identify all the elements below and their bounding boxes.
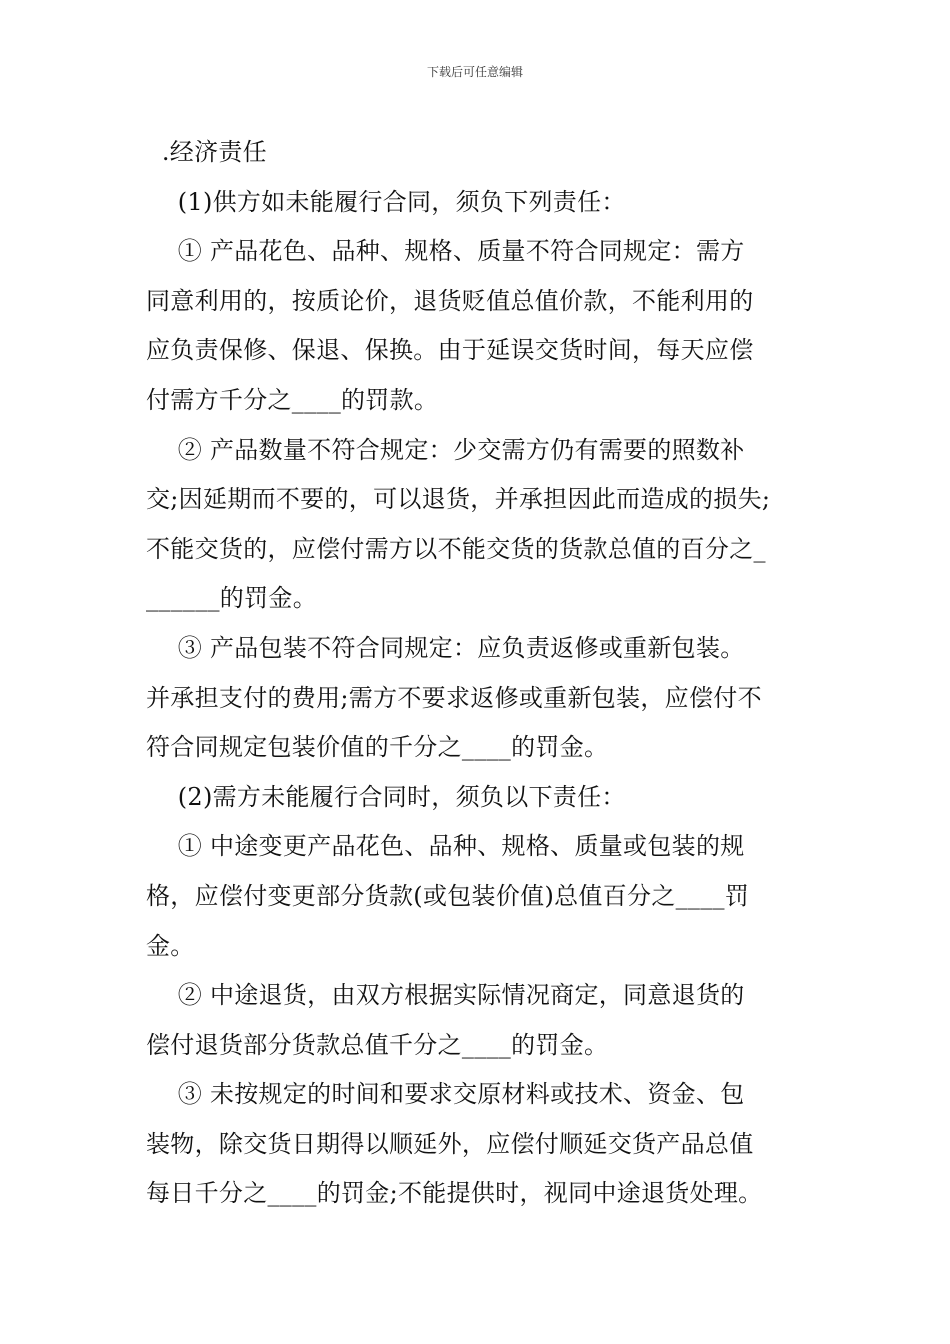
paragraph-line: 同意利用的，按质论价，退货贬值总值价款，不能利用的	[146, 286, 754, 315]
paragraph-line: ① 中途变更产品花色、品种、规格、质量或包装的规	[146, 832, 745, 861]
paragraph-line: 应负责保修、保退、保换。由于延误交货时间，每天应偿	[146, 336, 754, 365]
paragraph-line: 交;因延期而不要的，可以退货，并承担因此而造成的损失;	[146, 485, 771, 514]
paragraph-line: 并承担支付的费用;需方不要求返修或重新包装，应偿付不	[146, 683, 762, 712]
paragraph-line: 不能交货的，应偿付需方以不能交货的货款总值的百分之_	[146, 534, 766, 563]
paragraph-line: ② 中途退货，由双方根据实际情况商定，同意退货的	[146, 981, 745, 1010]
subsection-heading: (2)需方未能履行合同时，须负以下责任：	[146, 782, 626, 811]
paragraph-line: 偿付退货部分货款总值千分之____的罚金。	[146, 1030, 609, 1059]
paragraph-line: ______的罚金。	[146, 584, 317, 613]
paragraph-line: 金。	[146, 931, 195, 960]
page-header-note: 下载后可任意编辑	[426, 65, 523, 79]
subsection-heading: (1)供方如未能履行合同，须负下列责任：	[146, 187, 626, 216]
paragraph-line: 格，应偿付变更部分货款(或包装价值)总值百分之____罚	[146, 881, 750, 910]
document-body	[146, 128, 808, 1219]
paragraph-line: 符合同规定包装价值的千分之____的罚金。	[146, 733, 609, 762]
paragraph-line: 装物，除交货日期得以顺延外，应偿付顺延交货产品总值	[146, 1129, 754, 1158]
paragraph-line: 付需方千分之____的罚款。	[146, 385, 439, 414]
paragraph-line: ① 产品花色、品种、规格、质量不符合同规定：需方	[146, 237, 745, 266]
paragraph-line: ② 产品数量不符合规定：少交需方仍有需要的照数补	[146, 435, 745, 464]
paragraph-line: ③ 产品包装不符合同规定：应负责返修或重新包装。	[146, 633, 745, 662]
paragraph-line: 每日千分之____的罚金;不能提供时，视同中途退货处理。	[146, 1179, 763, 1208]
section-heading: .经济责任	[146, 138, 267, 166]
paragraph-line: ③ 未按规定的时间和要求交原材料或技术、资金、包	[146, 1080, 745, 1109]
